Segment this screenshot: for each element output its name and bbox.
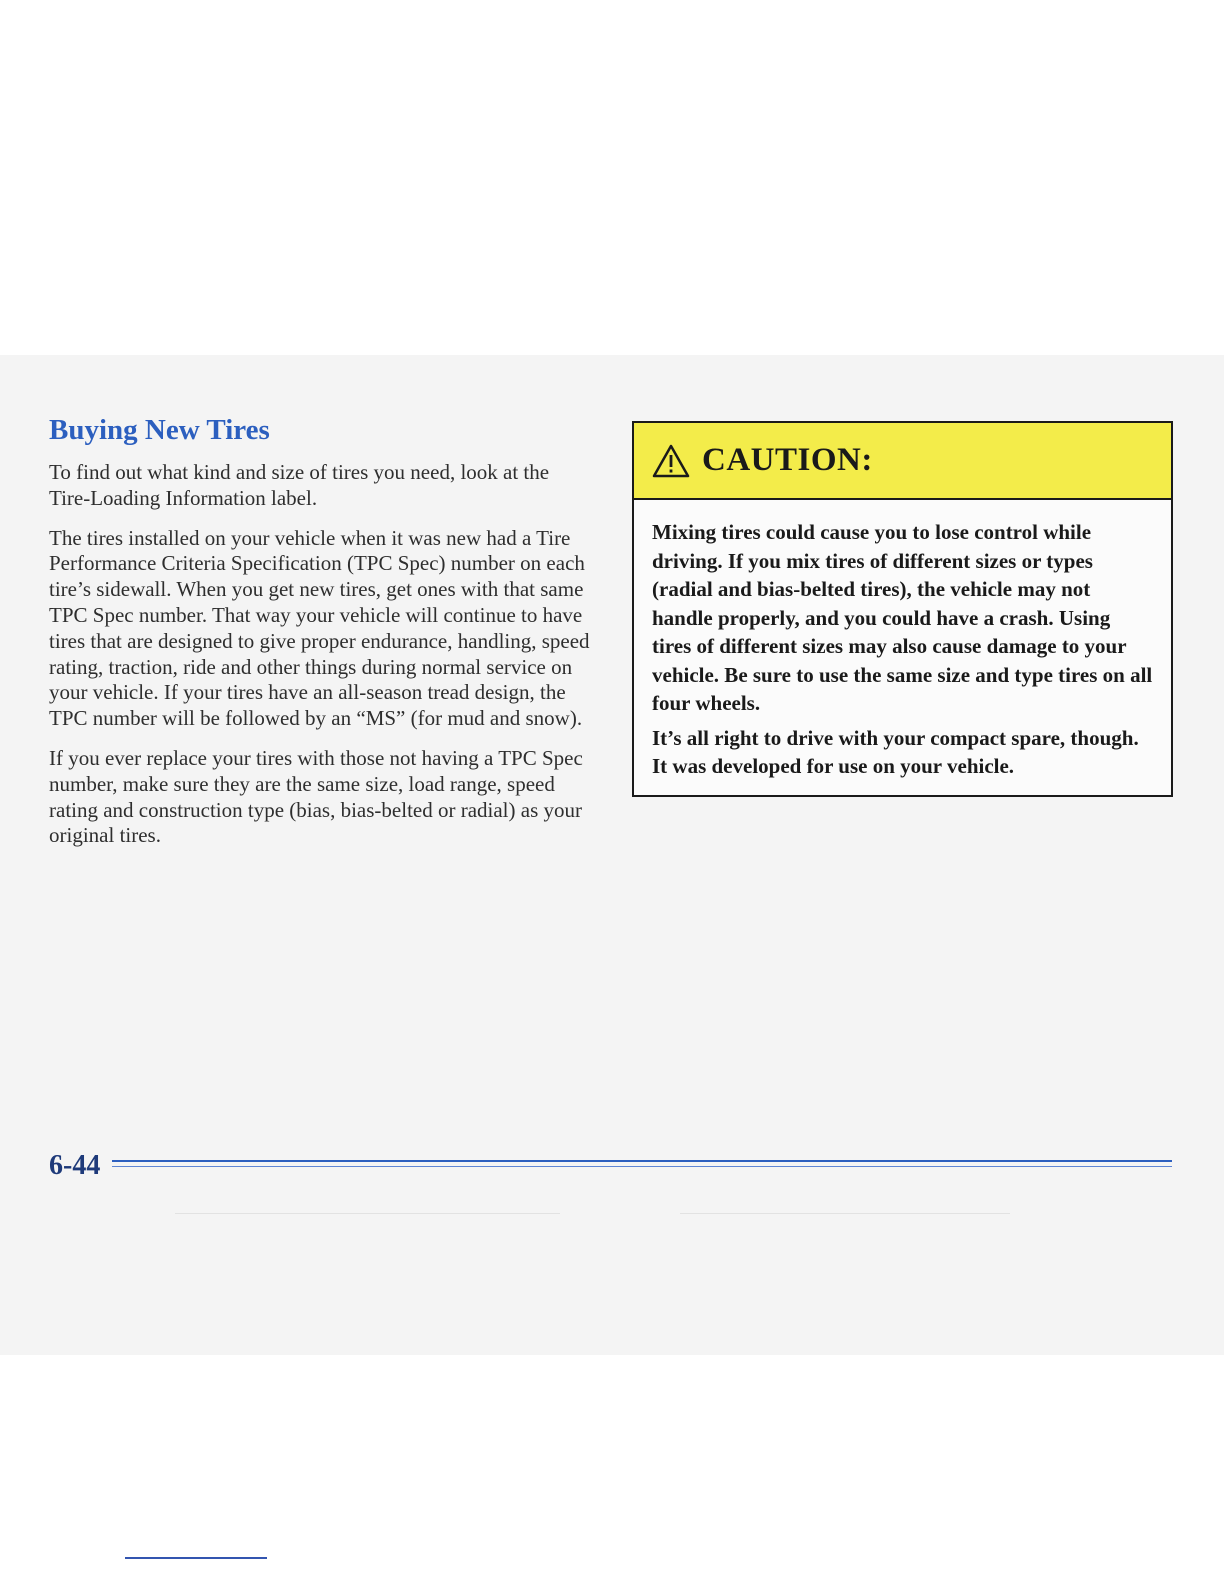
caution-header: [634, 423, 1171, 500]
caution-body: [634, 500, 1171, 781]
paragraph-1: To find out what kind and size of tires you need, look at the Tire-Loading Information label.: [49, 460, 550, 510]
section-body: [49, 460, 594, 863]
paragraph-2: The tires installed on your vehicle when it was new had a Tire Performance Criteria Specification (TPC Spec) number on each tire’s sidewall. When you get new tires, get ones with that same TPC Spec number. That way your vehicle will continue to have tires that are designed to give proper endurance, handling, speed rating, traction, ride and other things during normal service on your vehicle. If your tires have an all-season tread design, the TPC number will be followed by an “MS” (for mud and snow).: [49, 525, 590, 731]
section-title: Buying New Tires: [49, 414, 270, 446]
caution-paragraph-2: It’s all right to drive with your compact spare, though. It was developed for use on your vehicle.: [652, 725, 1139, 778]
caution-box: [632, 421, 1173, 797]
footer-rule: [112, 1160, 1172, 1162]
page-number: 6-44: [49, 1150, 101, 1181]
caution-paragraph-1: Mixing tires could cause you to lose control while driving. If you mix tires of different sizes or types (radial and bias-belted tires), the vehicle may not handle properly, and you could have a crash. Using tires of different sizes may also cause damage to your vehicle. Be sure to use the same size and type tires on all four wheels.: [652, 520, 1153, 715]
scan-artifact-line: [680, 1213, 1010, 1214]
paragraph-3: If you ever replace your tires with those not having a TPC Spec number, make sure they are the same size, load range, speed rating and construction type (bias, bias-belted or radial) as your original tires.: [49, 745, 583, 848]
warning-triangle-icon: [652, 444, 690, 478]
bottom-rule: [125, 1557, 267, 1559]
caution-label: CAUTION:: [702, 442, 873, 478]
scan-artifact-line: [175, 1213, 560, 1214]
footer-rule-secondary: [112, 1166, 1172, 1167]
